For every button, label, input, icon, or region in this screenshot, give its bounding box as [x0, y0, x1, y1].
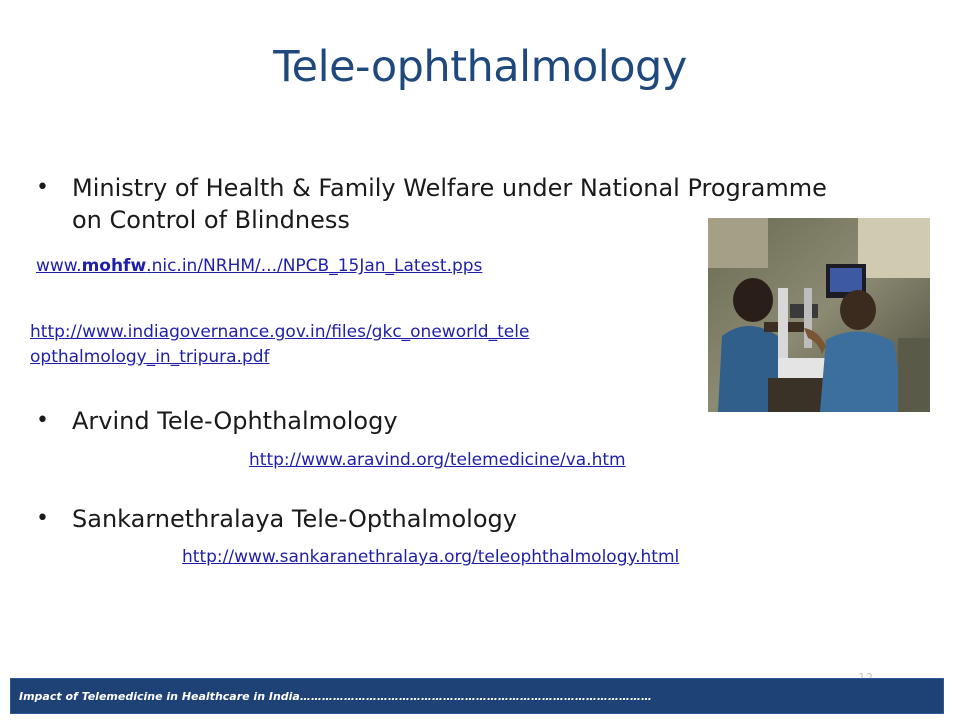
bullet-text: Arvind Tele-Ophthalmology — [72, 407, 398, 435]
bullet-text-line2: on Control of Blindness — [72, 206, 350, 234]
indiagovernance-link[interactable]: http://www.indiagovernance.gov.in/files/gkc_oneworld_tele opthalmology_in_tripura.pdf — [30, 322, 530, 367]
slide-title: Tele-ophthalmology — [273, 42, 687, 92]
bullet-dot: • — [36, 506, 49, 531]
eye-exam-photo — [708, 218, 930, 412]
bullet-sankarnethralaya — [36, 503, 517, 535]
footer-bar — [10, 678, 944, 714]
sankaranethralaya-link[interactable]: http://www.sankaranethralaya.org/teleophthalmology.html — [182, 547, 680, 567]
mohfw-link[interactable]: www.mohfw.nic.in/NRHM/.../NPCB_15Jan_Latest.pps — [36, 256, 483, 276]
footer-text: Impact of Telemedicine in Healthcare in India…………………………………………………………………………………… — [19, 690, 652, 703]
bullet-text: Sankarnethralaya Tele-Opthalmology — [72, 505, 517, 533]
bullet-dot: • — [36, 408, 49, 433]
bullet-arvind — [36, 405, 398, 437]
bullet-text-line1: Ministry of Health & Family Welfare under National Programme — [72, 174, 827, 202]
bullet-dot: • — [36, 175, 49, 200]
aravind-link[interactable]: http://www.aravind.org/telemedicine/va.htm — [249, 450, 626, 470]
